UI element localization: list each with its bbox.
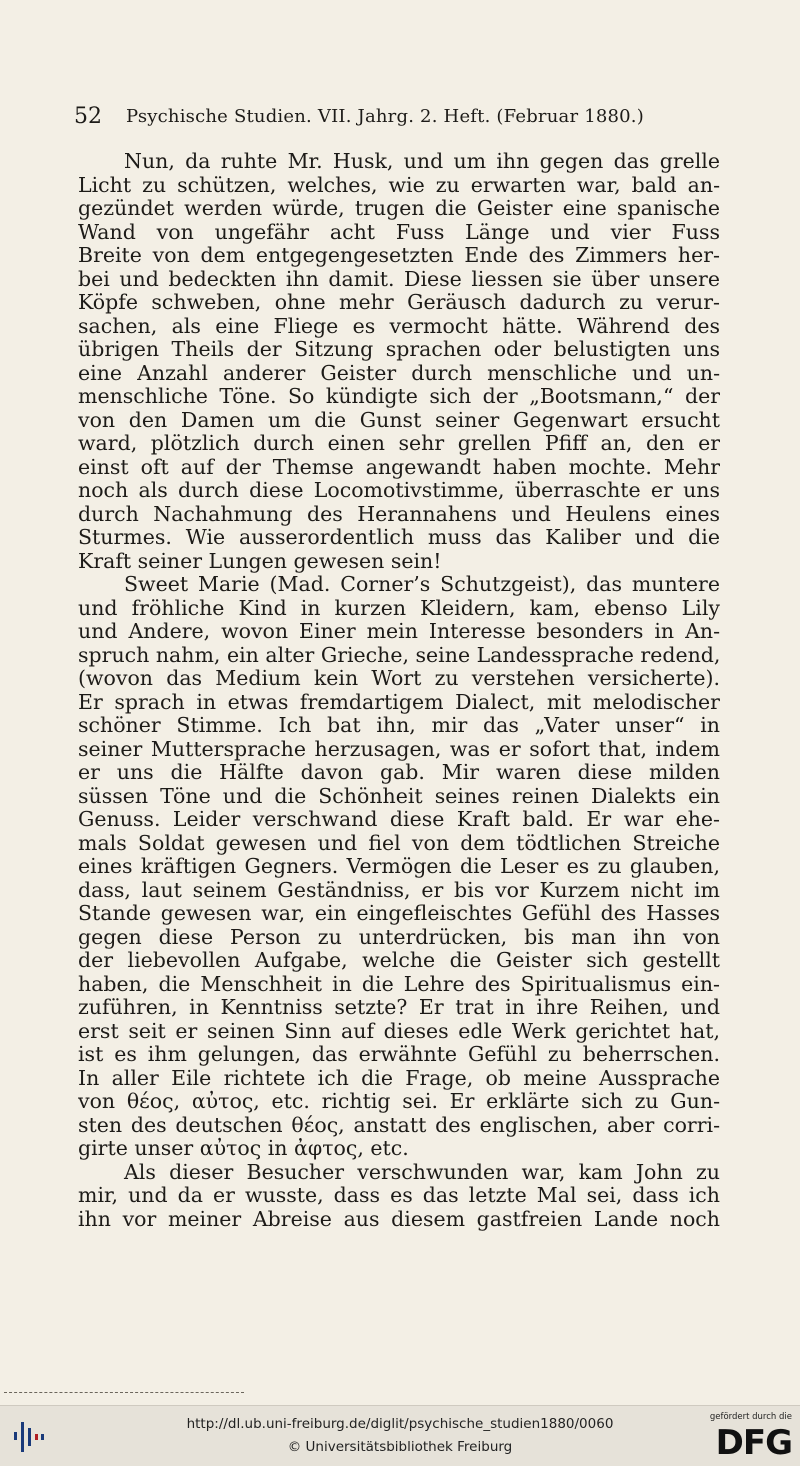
text-line: Wand von ungefähr acht Fuss Länge und vier Fuss: [78, 220, 720, 244]
text-line: Köpfe schweben, ohne mehr Geräusch dadurch zu verur-: [78, 291, 720, 314]
text-line: der liebevollen Aufgabe, welche die Geister sich gestellt: [78, 949, 720, 972]
text-line: Als dieser Besucher verschwunden war, kam John zu: [124, 1160, 720, 1184]
text-line: übrigen Theils der Sitzung sprachen oder belustigten uns: [78, 338, 720, 361]
text-line: menschliche Töne. So kündigte sich der „Bootsmann,“ der: [78, 385, 720, 408]
text-line: Licht zu schützen, welches, wie zu erwarten war, bald an-: [78, 173, 720, 197]
text-line: erst seit er seinen Sinn auf dieses edle Werk gerichtet hat,: [78, 1019, 720, 1043]
text-line: In aller Eile richtete ich die Frage, ob meine Aussprache: [78, 1066, 720, 1090]
text-line: sten des deutschen θέος, anstatt des englischen, aber corri-: [78, 1113, 720, 1137]
text-line: Er sprach in etwas fremdartigem Dialect, mit melodischer: [78, 690, 720, 714]
text-line: schöner Stimme. Ich bat ihn, mir das „Vater unser“ in: [78, 714, 720, 737]
text-line: er uns die Hälfte davon gab. Mir waren diese milden: [78, 761, 720, 784]
page-number: 52: [74, 104, 102, 129]
body-text: [78, 150, 720, 1231]
permalink-url[interactable]: http://dl.ub.uni-freiburg.de/diglit/psychische_studien1880/0060: [186, 1416, 614, 1432]
text-line: einst oft auf der Themse angewandt haben mochte. Mehr: [78, 455, 720, 479]
text-line: Genuss. Leider verschwand diese Kraft bald. Er war ehe-: [78, 808, 720, 831]
text-line: mir, und da er wusste, dass es das letzte Mal sei, dass ich: [78, 1184, 720, 1207]
text-line: sachen, als eine Fliege es vermocht hätte. Während des: [78, 314, 720, 338]
text-line: (wovon das Medium kein Wort zu verstehen versicherte).: [78, 667, 720, 690]
text-line: süssen Töne und die Schönheit seines reinen Dialekts ein: [78, 784, 720, 808]
copyright-notice: © Universitätsbibliothek Freiburg: [287, 1439, 513, 1455]
text-line: gegen diese Person zu unterdrücken, bis man ihn von: [78, 925, 720, 949]
text-line: zuführen, in Kenntniss setzte? Er trat in ihre Reihen, und: [78, 996, 720, 1019]
text-line: von den Damen um die Gunst seiner Gegenwart ersucht: [78, 408, 720, 432]
text-line: Kraft seiner Lungen gewesen sein!: [78, 549, 442, 573]
text-line: Breite von dem entgegengesetzten Ende des Zimmers her-: [78, 244, 720, 267]
text-line: und Andere, wovon Einer mein Interesse besonders in An-: [78, 620, 720, 643]
page-header: [74, 104, 674, 134]
text-line: ihn vor meiner Abreise aus diesem gastfreien Lande noch: [78, 1207, 720, 1231]
text-line: Sturmes. Wie ausserordentlich muss das Kaliber und die: [78, 526, 720, 549]
text-line: bei und bedeckten ihn damit. Diese liessen sie über unsere: [78, 267, 720, 291]
text-line: ward, plötzlich durch einen sehr grellen Pfiff an, den er: [78, 432, 720, 455]
text-line: noch als durch diese Locomotivstimme, überraschte er uns: [78, 479, 720, 502]
text-line: spruch nahm, ein alter Grieche, seine Landessprache redend,: [78, 643, 720, 667]
text-line: Stande gewesen war, ein eingefleischtes Gefühl des Hasses: [78, 902, 720, 925]
running-head: Psychische Studien. VII. Jahrg. 2. Heft. (Februar 1880.): [126, 106, 644, 127]
text-line: haben, die Menschheit in die Lehre des Spiritualismus ein-: [78, 972, 720, 996]
text-line: eines kräftigen Gegners. Vermögen die Leser es zu glauben,: [78, 855, 720, 878]
text-line: gezündet werden würde, trugen die Geister eine spanische: [78, 197, 720, 220]
text-line: Sweet Marie (Mad. Corner’s Schutzgeist), das muntere: [124, 573, 720, 596]
text-line: mals Soldat gewesen und fiel von dem tödtlichen Streiche: [78, 831, 720, 855]
funding-note: gefördert durch die: [709, 1412, 792, 1422]
viewer-footer: [0, 1405, 800, 1466]
text-line: Nun, da ruhte Mr. Husk, und um ihn gegen das grelle: [124, 150, 720, 173]
dfg-logo-text: DFG: [715, 1423, 792, 1463]
text-line: girte unser αὐτος in ἀφτος, etc.: [78, 1137, 409, 1160]
text-line: von θέος, αὐτος, etc. richtig sei. Er erklärte sich zu Gun-: [78, 1090, 720, 1113]
text-line: ist es ihm gelungen, das erwähnte Gefühl zu beherrschen.: [78, 1043, 720, 1066]
text-line: und fröhliche Kind in kurzen Kleidern, kam, ebenso Lily: [78, 596, 720, 620]
text-line: durch Nachahmung des Herannahens und Heulens eines: [78, 502, 720, 526]
text-line: eine Anzahl anderer Geister durch menschliche und un-: [78, 361, 720, 385]
dfg-logo: [704, 1410, 794, 1462]
text-line: seiner Muttersprache herzusagen, was er sofort that, indem: [78, 737, 720, 761]
bottom-rule: [4, 1392, 244, 1393]
text-line: dass, laut seinem Geständniss, er bis vor Kurzem nicht im: [78, 878, 720, 902]
